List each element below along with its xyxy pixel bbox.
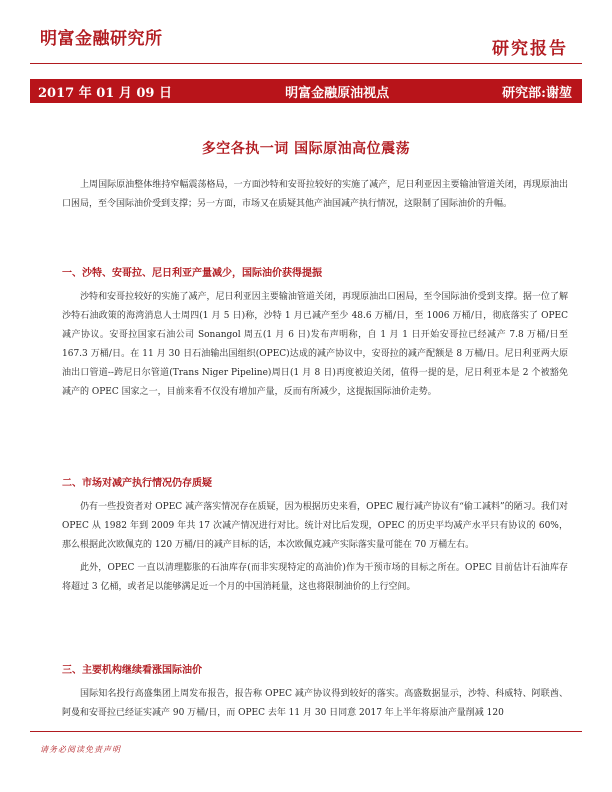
section-3-paragraph: 国际知名投行高盛集团上周发布报告，报告称 OPEC 减产协议得到较好的落实。高盛数据显示，沙特、科威特、阿联酋、阿曼和安哥拉已经证实减产 90 万桶/日，而 OPEC 去年 11 月 30 日同意 2017 年上半年将原油产量削减 120 <box>62 689 568 718</box>
section-1-paragraph: 沙特和安哥拉较好的实施了减产，尼日利亚因主要输油管道关闭，再现原油出口困局，至令国际油价受到支撑。据一位了解沙特石油政策的海湾消息人士周四(1 月 5 日)称，沙特 1 月已减产至少 48.6 万桶/日，至 1006 万桶/日，彻底落实了 OPEC 减产协议。安哥拉国家石油公司 Sonangol 周五(1 月 6 日)发布声明称，自 1 月 1 日开始安哥拉已经减产 7.8 万桶/日至 167.3 万桶/日。在 11 月 30 日石油输出国组织(OPEC)达成的减产协议中，安哥拉的减产配额是 8 万桶/日。尼日利亚两大原油出口管道--跨尼日尔管道(Trans Niger Pipeline)周日(1 月 8 日)再度被迫关闭，值得一提的是，尼日利亚本是 2 个被豁免减产的 OPEC 国家之一，目前来看不仅没有增加产量，反而有所减少，这提振国际油价走势。 <box>62 292 568 397</box>
header-bar <box>30 79 582 103</box>
bottom-divider <box>30 731 582 732</box>
department-author: 研究部:谢堃 <box>502 85 572 101</box>
report-date: 2017 年 01 月 09 日 <box>38 85 172 101</box>
section-1-body <box>62 288 568 402</box>
section-heading-2: 二、市场对减产执行情况仍存质疑 <box>62 478 212 489</box>
company-logo: 明富金融研究所 <box>40 29 163 49</box>
document-title: 多空各执一词 国际原油高位震荡 <box>201 141 411 157</box>
intro-block <box>62 176 568 214</box>
top-divider <box>30 63 582 64</box>
section-2-paragraph-2: 此外，OPEC 一直以清理膨胀的石油库存(而非实现特定的高油价)作为干预市场的目标之所在。OPEC 目前估计石油库存将超过 3 亿桶，或者足以能够满足近一个月的中国消耗量，这也将限制油价的上行空间。 <box>62 563 568 592</box>
intro-paragraph: 上周国际原油整体维持窄幅震荡格局，一方面沙特和安哥拉较好的实施了减产，尼日利亚因主要输油管道关闭，再现原油出口困局，至令国际油价受到支撑；另一方面，市场又在质疑其他产油国减产执行情况，这限制了国际油价的升幅。 <box>62 180 568 209</box>
section-heading-1: 一、沙特、安哥拉、尼日利亚产量减少，国际油价获得提振 <box>62 268 322 279</box>
section-3-body <box>62 685 568 723</box>
section-2-body <box>62 498 568 597</box>
disclaimer-text: 请务必阅读免责声明 <box>40 745 121 754</box>
report-type-label: 研究报告 <box>492 39 568 59</box>
section-heading-3: 三、主要机构继续看涨国际油价 <box>62 665 202 676</box>
section-2-paragraph-1: 仍有一些投资者对 OPEC 减产落实情况存在质疑，因为根据历史来看，OPEC 履行减产协议有“偷工减料”的陋习。我们对 OPEC 从 1982 年到 2009 年共 17 次减产情况进行对比。统计对比后发现，OPEC 的历史平均减产水平只有协议的 60%，那么根据此次欧佩克的 120 万桶/日的减产目标的话，本次欧佩克减产实际落实量可能在 70 万桶左右。 <box>62 502 568 550</box>
column-name: 明富金融原油视点 <box>285 85 390 101</box>
